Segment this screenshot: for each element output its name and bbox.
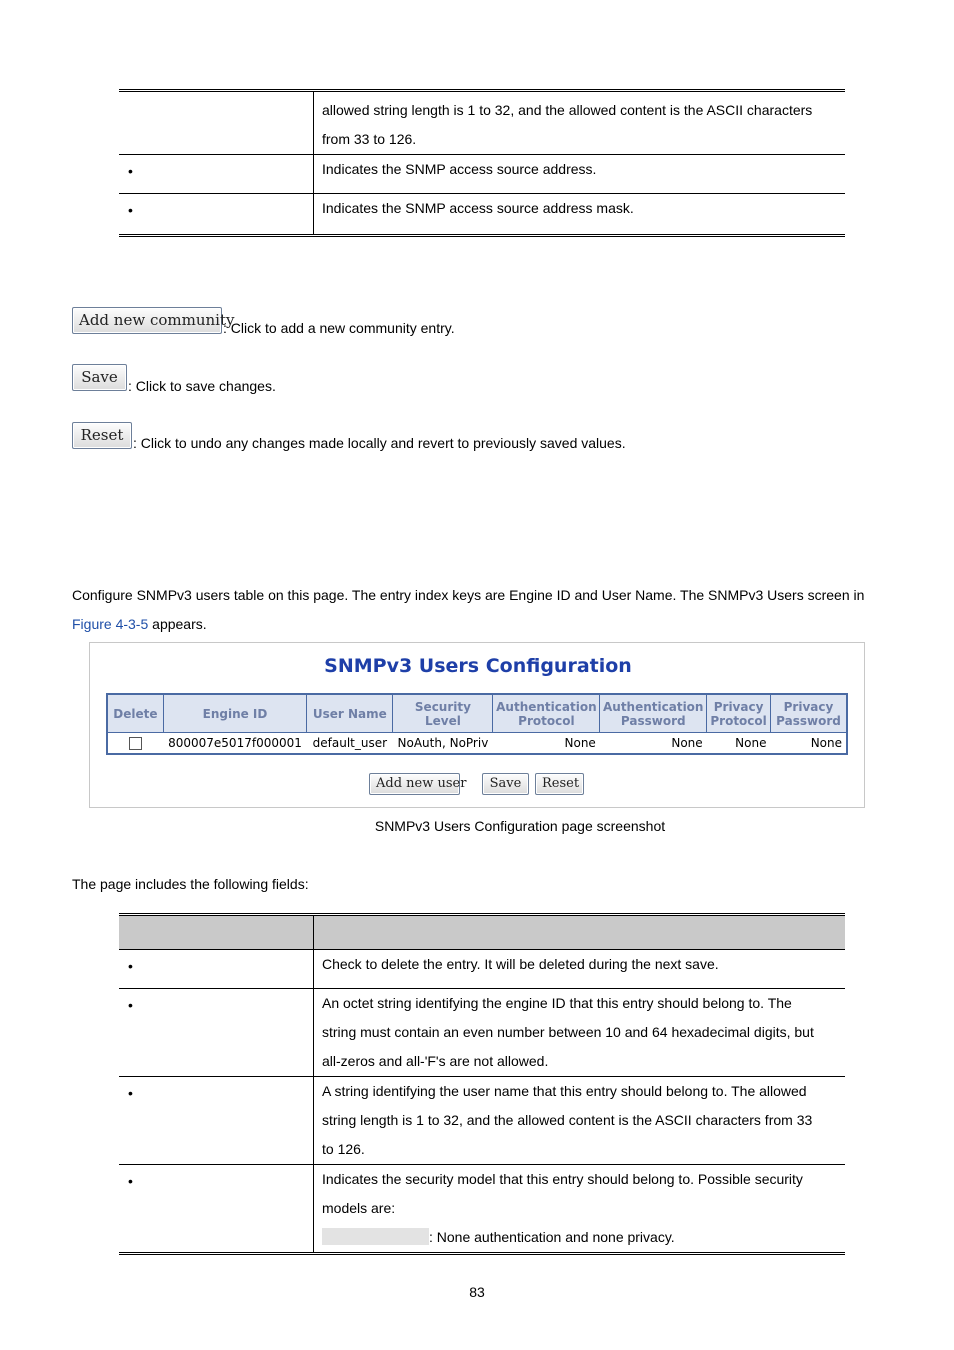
table-row: [119, 194, 845, 236]
col-privacy-password: Privacy Password: [770, 694, 847, 733]
col-engine-id: Engine ID: [163, 694, 307, 733]
description-line: models are:: [322, 1200, 396, 1216]
delete-checkbox[interactable]: [129, 737, 142, 750]
description-line: allowed string length is 1 to 32, and the allowed content is the ASCII characters: [322, 102, 813, 118]
parameter-cell: [119, 194, 314, 236]
bullet: •: [128, 1085, 133, 1101]
description-line: to 126.: [322, 1141, 365, 1157]
intro-text: appears.: [148, 616, 207, 632]
save-button[interactable]: Save: [72, 364, 127, 391]
reset-button[interactable]: Reset: [72, 422, 132, 449]
description-cell: [314, 155, 846, 194]
intro-paragraph-line2: [72, 616, 207, 632]
auth-password-cell: None: [600, 733, 707, 755]
bullet: •: [128, 997, 133, 1013]
description-cell: [314, 989, 846, 1077]
delete-cell: [107, 733, 163, 755]
security-model-item: [322, 1223, 837, 1252]
description-line: string length is 1 to 32, and the allowed content is the ASCII characters from 33: [322, 1112, 813, 1128]
description-line: all-zeros and all-'F's are not allowed.: [322, 1053, 549, 1069]
save-help-text: : Click to save changes.: [128, 378, 276, 394]
table-row: [119, 91, 845, 155]
description-line: from 33 to 126.: [322, 131, 417, 147]
col-auth-password: Authentication Password: [600, 694, 707, 733]
description-line: Check to delete the entry. It will be deleted during the next save.: [322, 956, 719, 972]
header-object-cell: [119, 915, 314, 950]
redacted-value-chip: [322, 1228, 429, 1245]
description-line: An octet string identifying the engine ID that this entry should belong to. The: [322, 995, 792, 1011]
description-line: Indicates the security model that this entry should belong to. Possible security: [322, 1171, 803, 1187]
save-button[interactable]: Save: [482, 773, 529, 795]
user-name-cell: default_user: [307, 733, 393, 755]
fields-intro: The page includes the following fields:: [72, 876, 309, 892]
description-line: string must contain an even number between 10 and 64 hexadecimal digits, but: [322, 1024, 814, 1040]
table-header-row: [107, 694, 847, 733]
description-cell: [314, 91, 846, 155]
header-description-cell: [314, 915, 846, 950]
col-auth-protocol: Authentication Protocol: [493, 694, 600, 733]
col-user-name: User Name: [307, 694, 393, 733]
parameter-cell: [119, 1165, 314, 1254]
privacy-protocol-cell: None: [707, 733, 771, 755]
privacy-password-cell: None: [770, 733, 847, 755]
add-new-user-button[interactable]: Add new user: [369, 773, 460, 795]
parameter-cell: [119, 1077, 314, 1165]
parameter-cell: [119, 91, 314, 155]
description-cell: [314, 1165, 846, 1254]
table-row: [119, 950, 845, 989]
col-delete: Delete: [107, 694, 163, 733]
bullet: •: [128, 163, 133, 179]
figure-caption: SNMPv3 Users Configuration page screenshot: [374, 818, 666, 834]
table-row: [107, 733, 847, 755]
fields-table: [119, 913, 845, 1255]
table-row: [119, 1077, 845, 1165]
table-row: [119, 989, 845, 1077]
snmpv3-page-title: SNMPv3 Users Configuration: [324, 655, 632, 677]
snmpv3-screenshot-frame: [89, 642, 865, 808]
description-line: A string identifying the user name that this entry should belong to. The allowed: [322, 1083, 807, 1099]
col-security-level: Security Level: [393, 694, 493, 733]
figure-link[interactable]: Figure 4-3-5: [72, 616, 149, 632]
add-community-help-text: : Click to add a new community entry.: [223, 320, 455, 336]
page-number: 83: [469, 1284, 485, 1300]
auth-protocol-cell: None: [493, 733, 600, 755]
bullet: •: [128, 958, 133, 974]
reset-help-text: : Click to undo any changes made locally and revert to previously saved values.: [133, 435, 626, 451]
description-line: Indicates the SNMP access source address mask.: [322, 200, 634, 216]
parameter-cell: [119, 155, 314, 194]
bullet: •: [128, 1173, 133, 1189]
engine-id-cell: 800007e5017f000001: [163, 733, 307, 755]
top-parameter-table: [119, 89, 845, 237]
description-line: Indicates the SNMP access source address.: [322, 161, 597, 177]
security-model-text: : None authentication and none privacy.: [429, 1229, 675, 1245]
table-header-row: [119, 915, 845, 950]
table-row: [119, 155, 845, 194]
parameter-cell: [119, 989, 314, 1077]
description-cell: [314, 950, 846, 989]
snmpv3-users-table: [106, 693, 848, 755]
description-cell: [314, 1077, 846, 1165]
col-privacy-protocol: Privacy Protocol: [707, 694, 771, 733]
parameter-cell: [119, 950, 314, 989]
bullet: •: [128, 202, 133, 218]
security-level-cell: NoAuth, NoPriv: [393, 733, 493, 755]
description-cell: [314, 194, 846, 236]
add-new-community-button[interactable]: Add new community: [72, 307, 222, 334]
table-row: [119, 1165, 845, 1254]
intro-paragraph-line1: Configure SNMPv3 users table on this page. The entry index keys are Engine ID and User Name. The SNMPv3 Users screen in: [72, 587, 865, 603]
reset-button[interactable]: Reset: [535, 773, 584, 795]
